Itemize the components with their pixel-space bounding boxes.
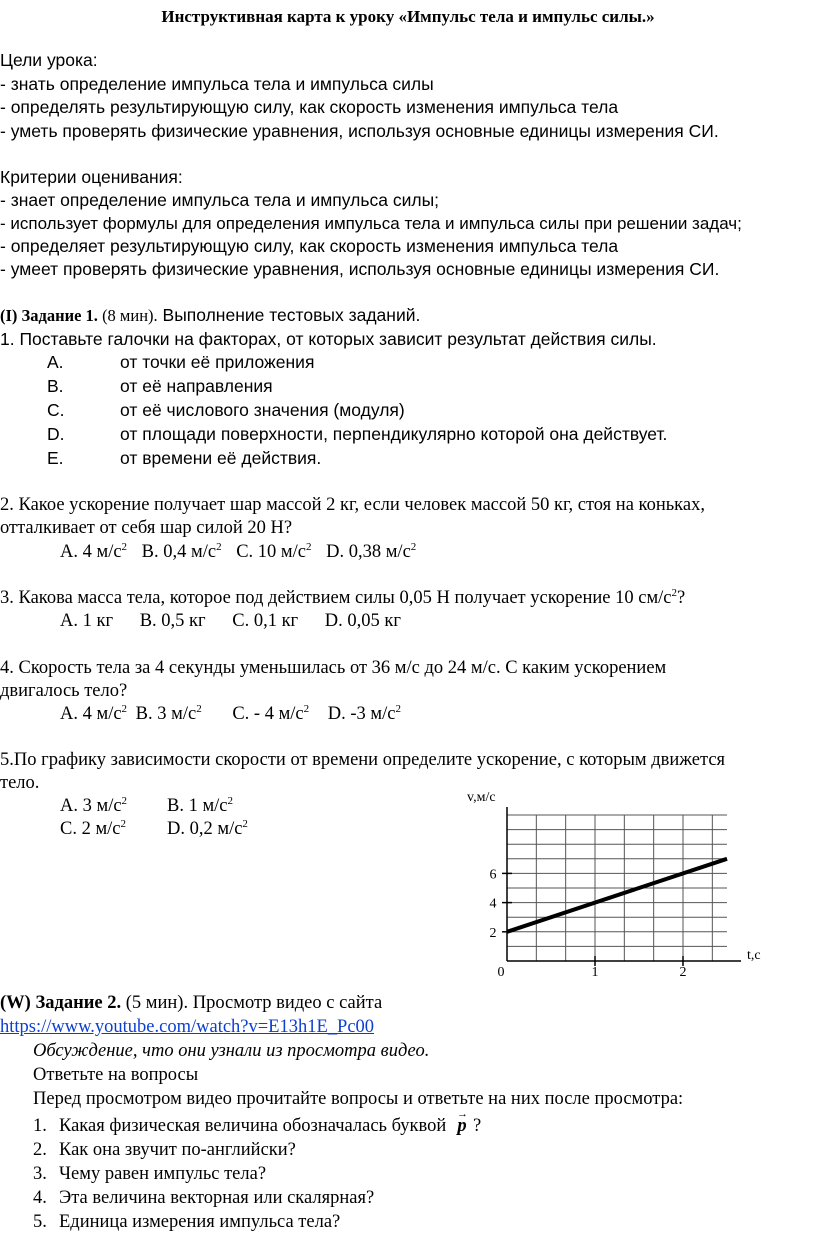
task1-time: (8 мин). — [97, 306, 158, 325]
q1-option-b[interactable] — [47, 378, 273, 396]
option-letter: C. — [47, 400, 65, 420]
task2-time: (5 мин). — [121, 993, 189, 1013]
answer-a[interactable]: А. 4 $м/с^2$ — [60, 541, 128, 562]
q4-line2: двигалось тело? — [0, 681, 128, 701]
answer-d[interactable]: D. 0,2 $м/с^2$ — [167, 818, 248, 839]
criteria-item: - знает определение импульса тела и импульса силы; — [0, 190, 440, 210]
video-link[interactable]: https://www.youtube.com/watch?v=E13h1E_Pc00 — [0, 1017, 375, 1037]
goal-item: - знать определение импульса тела и импульса силы — [0, 74, 434, 94]
q3-answers — [60, 612, 401, 631]
before-watch-text: Перед просмотром видео прочитайте вопросы и ответьте на них после просмотра: — [33, 1089, 684, 1109]
q2-line1: 2. Какое ускорение получает шар массой 2 кг, если человек массой 50 кг, стоя на коньках, — [0, 495, 705, 515]
q1-option-d[interactable] — [47, 426, 667, 444]
task2-header — [0, 994, 382, 1013]
answer-d[interactable]: D. -3 $м/с^2$ — [327, 703, 401, 724]
option-letter: A. — [47, 352, 64, 372]
option-text: от её направления — [120, 376, 273, 396]
answer-a[interactable]: А. 1 кг — [60, 611, 114, 631]
task2-question: 2. Как она звучит по-английски? — [33, 1140, 296, 1160]
option-letter: B. — [47, 376, 64, 396]
option-text: от времени её действия. — [120, 448, 322, 468]
page-title: Инструктивная карта к уроку «Импульс тела и импульс силы.» — [161, 7, 655, 26]
answer-c[interactable]: С. - 4 $м/с^2$ — [232, 703, 310, 724]
task2-question: 3. Чему равен импульс тела? — [33, 1164, 267, 1184]
q5-answers-row1 — [60, 797, 233, 816]
task1-desc: Выполнение тестовых заданий. — [157, 305, 421, 325]
task2-question: 4. Эта величина векторная или скалярная? — [33, 1188, 375, 1208]
y-tick-label: 6 — [489, 867, 497, 883]
y-tick-label: 4 — [489, 896, 497, 912]
answer-prompt: Ответьте на вопросы — [33, 1065, 199, 1085]
task2-desc: Просмотр видео с сайта — [188, 993, 383, 1013]
answer-a[interactable]: А. 4 $м/с^2$ — [60, 703, 128, 724]
option-text: от точки её приложения — [120, 352, 315, 372]
criteria-item: - использует формулы для определения импульса тела и импульса силы при решении задач; — [0, 214, 742, 233]
answer-b[interactable]: В. 0,5 кг — [139, 611, 206, 631]
task2-label: (W) Задание 2. — [0, 993, 122, 1013]
answer-b[interactable]: В. 0,4 $м/с^2$ — [141, 541, 222, 562]
answer-d[interactable]: D. 0,05 кг — [324, 611, 401, 631]
p-vector-symbol: → p — [456, 1108, 468, 1136]
q2-answers — [60, 543, 416, 562]
answer-a[interactable]: А. 3 $м/с^2$ — [60, 795, 128, 816]
q1-option-e[interactable] — [47, 450, 321, 468]
data-line — [507, 859, 727, 932]
task1-label: (I) Задание 1. — [0, 306, 98, 325]
q5-answers-row2 — [60, 820, 248, 839]
criteria-heading: Критерии оценивания: — [0, 167, 183, 187]
y-axis-label: v,м/с — [467, 790, 496, 805]
answer-c[interactable]: С. 0,1 кг — [232, 611, 299, 631]
goals-heading: Цели урока: — [0, 50, 98, 70]
q5-line1: 5.По графику зависимости скорости от времени определите ускорение, с которым движется — [0, 750, 726, 770]
answer-c[interactable]: С. 2 $м/с^2$ — [60, 818, 127, 839]
goal-item: - уметь проверять физические уравнения, используя основные единицы измерения СИ. — [0, 121, 719, 141]
y-tick-label: 2 — [489, 925, 497, 941]
option-text: от площади поверхности, перпендикулярно которой она действует. — [120, 424, 668, 444]
q3-text: 3. Какова масса тела, которое под действием силы 0,05 Н получает ускорение 10 $см/с^2$? — [0, 587, 686, 608]
q1-option-c[interactable] — [47, 402, 405, 420]
q5-line2: тело. — [0, 773, 40, 793]
answer-d[interactable]: D. 0,38 $м/с^2$ — [326, 541, 417, 562]
x-tick-label: 0 — [497, 965, 505, 980]
q4-answers — [60, 705, 401, 724]
criteria-item: - определяет результирующую силу, как скорость изменения импульса тела — [0, 236, 619, 256]
x-tick-label: 2 — [679, 965, 687, 980]
goal-item: - определять результирующую силу, как скорость изменения импульса тела — [0, 97, 619, 117]
discussion-text: Обсуждение, что они узнали из просмотра видео. — [33, 1041, 430, 1061]
task2-question: 1. Какая физическая величина обозначалась буквой → p ? — [33, 1108, 482, 1136]
answer-b[interactable]: В. 1 $м/с^2$ — [167, 795, 234, 816]
option-letter: E. — [47, 448, 64, 468]
q4-line1: 4. Скорость тела за 4 секунды уменьшилась от 36 м/с до 24 м/с. С каким ускорением — [0, 658, 667, 678]
x-axis-label: t,c — [747, 948, 761, 963]
q2-line2: отталкивает от себя шар силой 20 Н? — [0, 518, 293, 538]
answer-b[interactable]: В. 3 $м/с^2$ — [135, 703, 202, 724]
velocity-time-chart — [456, 784, 761, 984]
q1-text: 1. Поставьте галочки на факторах, от которых зависит результат действия силы. — [0, 329, 657, 349]
answer-c[interactable]: С. 10 $м/с^2$ — [236, 541, 312, 562]
criteria-item: - умеет проверять физические уравнения, используя основные единицы измерения СИ. — [0, 259, 720, 279]
task2-question: 5. Единица измерения импульса тела? — [33, 1212, 341, 1232]
option-text: от её числового значения (модуля) — [120, 400, 405, 420]
q1-option-a[interactable] — [47, 354, 314, 372]
option-letter: D. — [47, 424, 65, 444]
x-tick-label: 1 — [591, 965, 599, 980]
task1-header — [0, 307, 420, 325]
